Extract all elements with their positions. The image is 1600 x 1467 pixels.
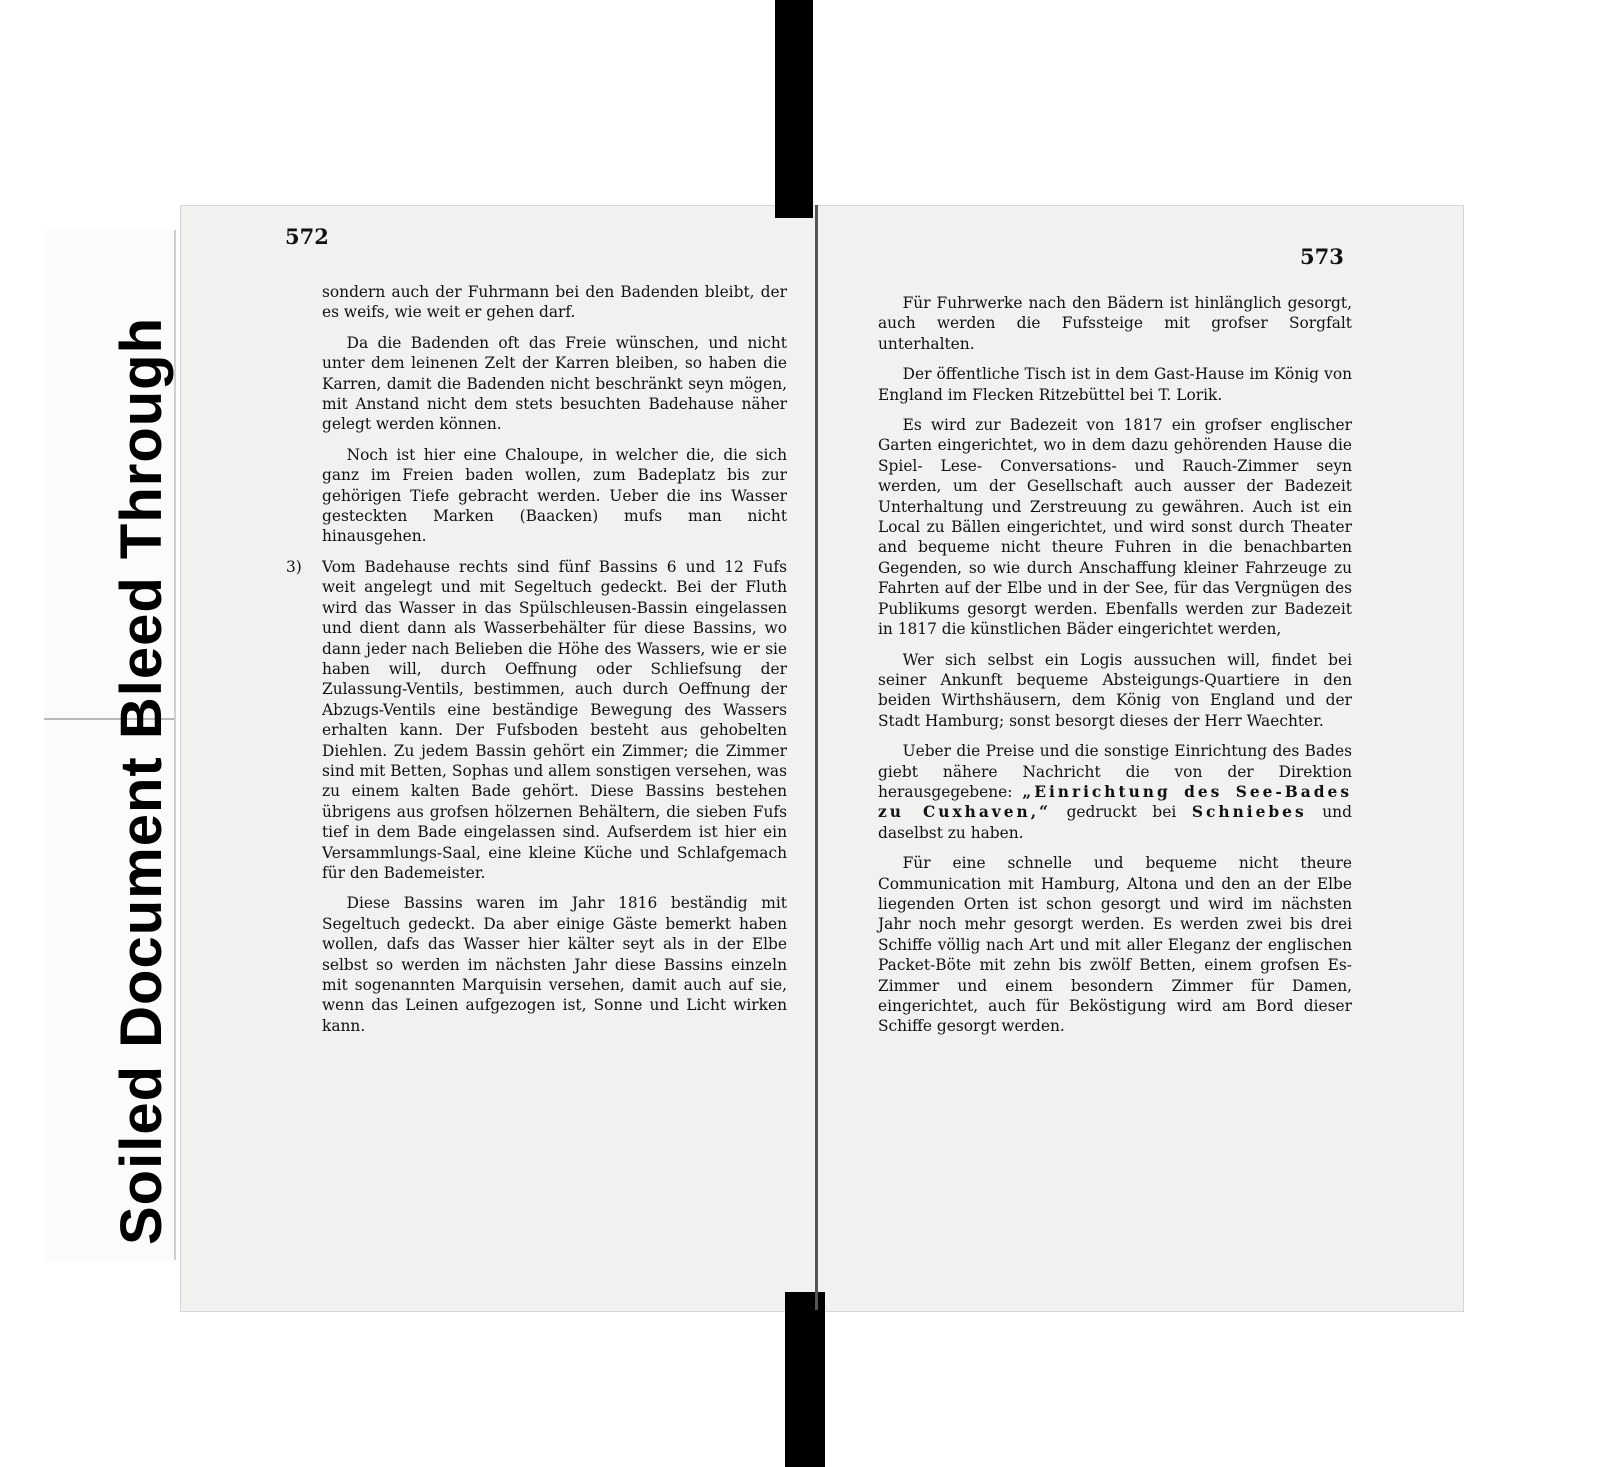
paragraph: Für Fuhrwerke nach den Bädern ist hinlänglich gesorgt, auch werden die Fufssteige mit grofser Sorgfalt unterhalten. — [878, 294, 1352, 353]
publication-note-end: und daselbst zu haben. — [878, 803, 1352, 842]
right-page-text — [878, 293, 1352, 1047]
paragraph: Es wird zur Badezeit von 1817 ein grofser englischer Garten eingerichtet, wo in dem dazu gehörenden Hause die Spiel- Lese- Conversations- und Rauch-Zimmer seyn werden, um der Gesellschaft auch ausser der Badezeit Unterhaltung und Zerstreuung zu gewähren. Auch ist ein Local zu Bällen eingerichtet, und wird sonst durch Theater and bequeme nicht theure Fuhren in die benachbarten Gegenden, so wie durch Anschaffung kleiner Fahrzeuge zu Fahrten auf der Elbe und in der See, für das Vergnügen des Publikums gesorgt werden. Ebenfalls werden zur Badezeit in 1817 die künstlichen Bäder eingerichtet werden, — [878, 416, 1352, 639]
publication-title: „Einrichtung des See-Bades zu Cuxhaven,“ — [878, 782, 1352, 822]
numbered-paragraph — [286, 557, 787, 884]
right-page-number: 573 — [1300, 244, 1344, 269]
paragraph: Wer sich selbst ein Logis aussuchen will, findet bei seiner Ankunft bequeme Absteigungs-Quartiere in den beiden Wirthshäusern, dem König von England und der Stadt Hamburg; sonst besorgt dieses der Herr Waechter. — [878, 650, 1352, 730]
page-gutter — [815, 205, 818, 1310]
paragraph-body: Ueber die Preise und die sonstige Einrichtung des Bades giebt nähere Nachricht die von der Direktion herausgegebene: — [878, 742, 1352, 801]
binding-clip-bottom — [785, 1292, 825, 1467]
paragraph-number: 3) — [286, 557, 302, 576]
left-page-text — [286, 282, 787, 1046]
publisher-name: Schniebes — [1191, 803, 1307, 822]
paragraph: Für eine schnelle und bequeme nicht theure Communication mit Hamburg, Altona und den an der Elbe liegenden Orten ist schon gesorgt und wird im nächsten Jahr noch mehr gesorgt werden. Es werden zwei bis drei Schiffe völlig nach Art und mit aller Eleganz der englischen Packet-Böte mit zehn bis zwölf Betten, einem grofsen Es-Zimmer und einem besondern Zimmer für Damen, eingerichtet, auch für Beköstigung wird am Bord dieser Schiffe gesorgt werden. — [878, 854, 1352, 1036]
paragraph-body: Vom Badehause rechts sind fünf Bassins 6 und 12 Fufs weit angelegt und mit Segeltuch gedeckt. Bei der Fluth wird das Wasser in das Spülschleusen-Bassin eingelassen und dient dann als Wasserbehälter für diese Bassins, wo dann jeder nach Belieben die Höhe des Wassers, wie er sie haben will, durch Oeffnung oder Schliefsung der Zulassung-Ventils, bestimmen, auch durch Oeffnung der Abzugs-Ventils eine beständige Bewegung des Wassers erhalten kann. Der Fufsboden besteht aus gehobelten Diehlen. Zu jedem Bassin gehört ein Zimmer; die Zimmer sind mit Betten, Sophas und allem sonstigen versehen, was zu einem kalten Bade gehört. Diese Bassins bestehen übrigens aus grofsen hölzernen Behältern, die sieben Fufs tief in dem Bade eingelassen sind. Aufserdem ist hier ein Versammlungs-Saal, eine kleine Küche und Schlafgemach für den Bademeister. — [322, 557, 787, 882]
paragraph: Diese Bassins waren im Jahr 1816 beständig mit Segeltuch gedeckt. Da aber einige Gäste bemerkt haben wollen, dafs das Wasser hier kälter seyt als in der Elbe selbst so werden im nächsten Jahr diese Bassins einzeln mit sogenannten Marquisin versehen, damit auch auf sie, wenn das Leinen aufgezogen ist, Sonne und Licht wirken kann. — [322, 894, 787, 1035]
stamp-label: Soiled Document Bleed Through — [109, 316, 174, 1245]
publication-paragraph — [878, 741, 1352, 843]
binding-clip-top — [775, 0, 813, 218]
paragraph: Noch ist hier eine Chaloupe, in welcher die, die sich ganz im Freien baden wollen, zum Badeplatz bis zur gehörigen Tiefe gebracht werden. Ueber die ins Wasser gesteckten Marken (Baacken) mufs man nicht hinausgehen. — [322, 445, 787, 546]
publication-note: gedruckt bei — [1066, 803, 1177, 822]
paragraph: sondern auch der Fuhrmann bei den Badenden bleibt, der es weifs, wie weit er gehen darf. — [322, 283, 787, 322]
left-page-number: 572 — [285, 224, 329, 249]
paragraph: Der öffentliche Tisch ist in dem Gast-Hause im König von England im Flecken Ritzebüttel bei T. Lorik. — [878, 365, 1352, 404]
paragraph: Da die Badenden oft das Freie wünschen, und nicht unter dem leinenen Zelt der Karren bleiben, so haben die Karren, damit die Badenden nicht beschränkt seyn mögen, mit Anstand nicht dem stets besuchten Badehause näher gelegt werden können. — [322, 333, 787, 434]
